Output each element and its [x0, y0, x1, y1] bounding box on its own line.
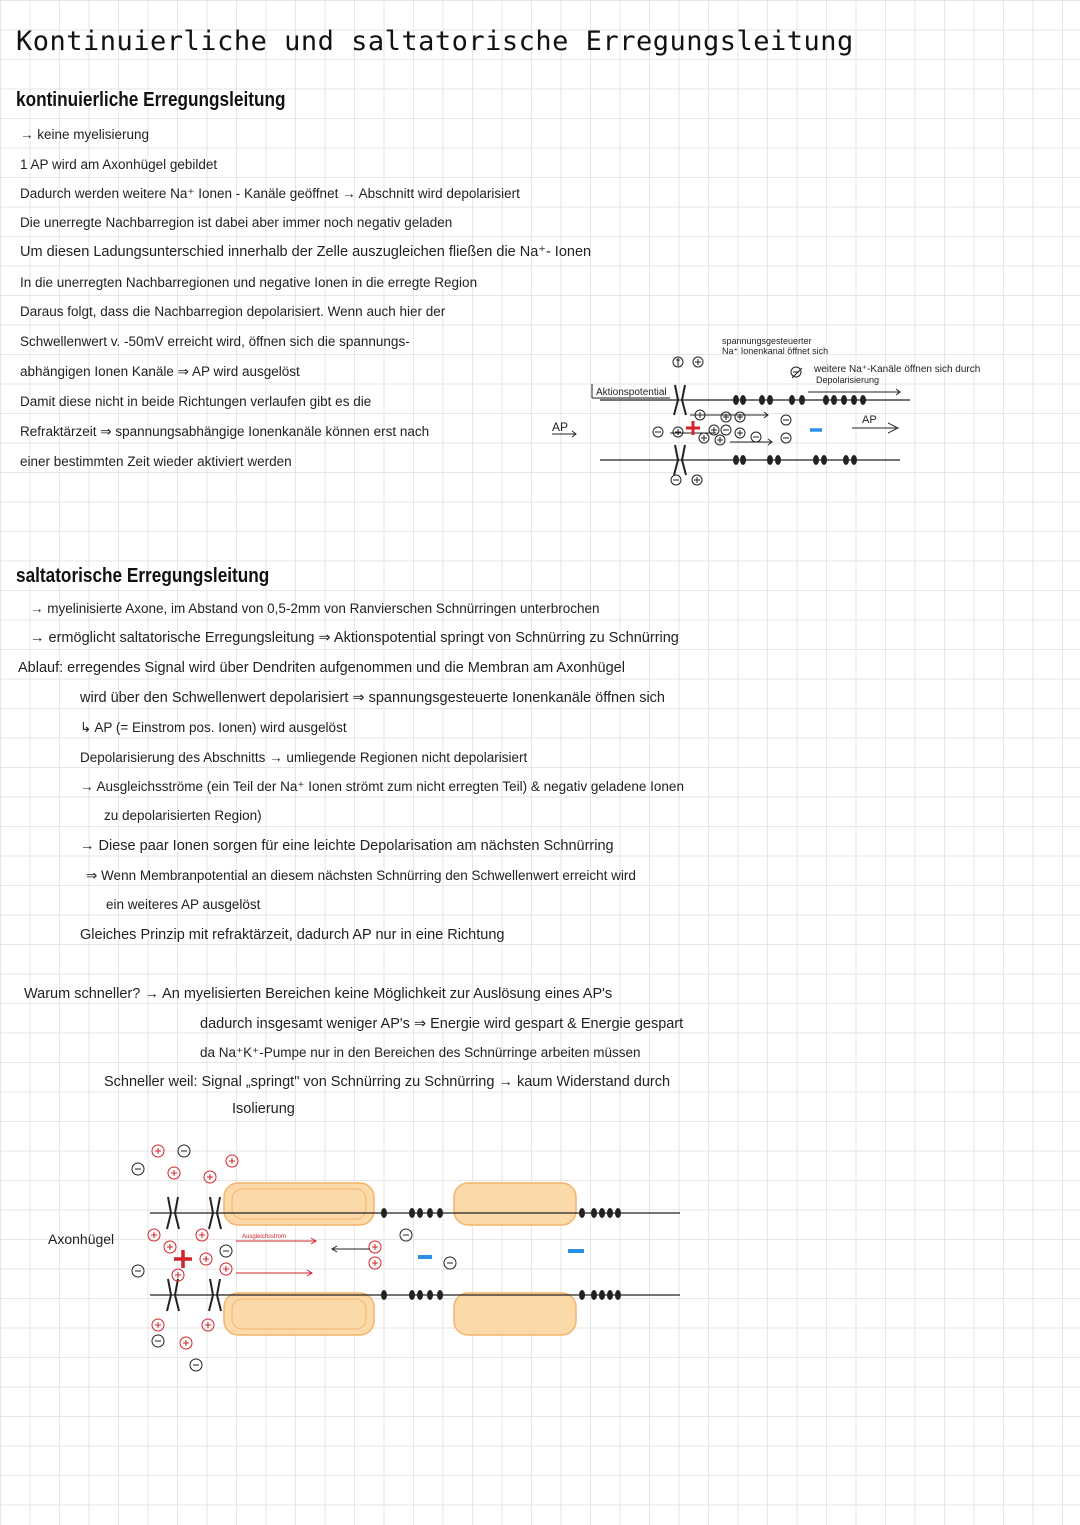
- text-line: wird über den Schwellenwert depolarisiert ⇒ spannungsgesteuerte Ionenkanäle öffnen sich: [80, 690, 665, 706]
- text-line: → Ausgleichsströme (ein Teil der Na⁺ Ionen strömt zum nicht erregten Teil) & negativ geladene Ionen: [80, 779, 684, 794]
- diagram-saltatorisch: [40, 1135, 700, 1385]
- diagram-kontinuierlich: [540, 330, 1040, 495]
- spannungsgesteuert-label: spannungsgesteuerter: [722, 336, 812, 346]
- text-line: → Diese paar Ionen sorgen für eine leichte Depolarisation am nächsten Schnürring: [80, 838, 614, 854]
- depolarisierung-label: Depolarisierung: [816, 375, 880, 385]
- axonhuegel-label: Axonhügel: [48, 1231, 115, 1247]
- text-line: Refraktärzeit ⇒ spannungsabhängige Ionenkanäle können erst nach: [20, 424, 430, 439]
- warum-line: Schneller weil: Signal „springt" von Schnürring zu Schnürring → kaum Widerstand durch: [104, 1074, 671, 1090]
- warum-line: Warum schneller? → An myelisierten Bereichen keine Möglichkeit zur Auslösung eines AP's: [24, 986, 613, 1002]
- text-line: → myelinisierte Axone, im Abstand von 0,5-2mm von Ranvierschen Schnürringen unterbrochen: [30, 601, 600, 616]
- text-line: In die unerregten Nachbarregionen und negative Ionen in die erregte Region: [20, 275, 478, 290]
- section-heading-kontinuierlich: kontinuierliche Erregungsleitung: [16, 89, 286, 111]
- plus-sign-red: [174, 1250, 192, 1268]
- text-line: Damit diese nicht in beide Richtungen verlaufen gibt es die: [20, 394, 372, 409]
- ap-label: AP: [552, 420, 569, 434]
- aktionspotential-label: Aktionspotential: [596, 387, 667, 398]
- text-line: Depolarisierung des Abschnitts → umliegende Regionen nicht depolarisiert: [80, 750, 528, 765]
- page-title: Kontinuierliche und saltatorische Erregungsleitung: [16, 26, 854, 57]
- text-line: ein weiteres AP ausgelöst: [106, 897, 261, 912]
- section-heading-saltatorisch: saltatorische Erregungsleitung: [16, 565, 270, 587]
- ausgleichsstrom-label: Ausgleichsstrom: [242, 1234, 287, 1240]
- text-line: Schwellenwert v. -50mV erreicht wird, öffnen sich die spannungs-: [20, 334, 410, 349]
- text-line: ↳ AP (= Einstrom pos. Ionen) wird ausgelöst: [80, 720, 347, 735]
- text-line: Dadurch werden weitere Na⁺ Ionen - Kanäle geöffnet → Abschnitt wird depolarisiert: [20, 186, 520, 201]
- weitere-kanaele-label: weitere Na⁺-Kanäle öffnen sich durch: [814, 364, 981, 375]
- spannungsgesteuert-label-2: Na⁺ Ionenkanal öffnet sich: [722, 346, 829, 356]
- text-line: einer bestimmten Zeit wieder aktiviert werden: [20, 454, 292, 469]
- warum-line: da Na⁺K⁺-Pumpe nur in den Bereichen des Schnürringe arbeiten müssen: [200, 1045, 641, 1060]
- text-line: → ermöglicht saltatorische Erregungsleitung ⇒ Aktionspotential springt von Schnürring zu Schnürring: [30, 630, 679, 646]
- text-line: abhängigen Ionen Kanäle ⇒ AP wird ausgelöst: [20, 364, 300, 379]
- text-line: Daraus folgt, dass die Nachbarregion depolarisiert. Wenn auch hier der: [20, 304, 446, 319]
- text-line: Ablauf: erregendes Signal wird über Dendriten aufgenommen und die Membran am Axonhügel: [18, 660, 625, 676]
- text-line: Gleiches Prinzip mit refraktärzeit, dadurch AP nur in eine Richtung: [80, 927, 505, 943]
- text-line: → keine myelisierung: [20, 127, 150, 142]
- ausgleichsstrom-arrows: [236, 1238, 316, 1276]
- text-line: Die unerregte Nachbarregion ist dabei aber immer noch negativ geladen: [20, 215, 453, 230]
- text-line: zu depolarisierten Region): [104, 808, 262, 823]
- text-line: 1 AP wird am Axonhügel gebildet: [20, 157, 218, 172]
- text-line: Um diesen Ladungsunterschied innerhalb der Zelle auszugleichen fließen die Na⁺- Ionen: [20, 244, 592, 260]
- warum-line: dadurch insgesamt weniger AP's ⇒ Energie wird gespart & Energie gespart: [200, 1016, 684, 1032]
- warum-line: Isolierung: [232, 1101, 295, 1117]
- myelin-sheaths: [224, 1183, 576, 1335]
- text-line: ⇒ Wenn Membranpotential an diesem nächsten Schnürring den Schwellenwert erreicht wird: [86, 868, 636, 883]
- ap-right-label: AP: [862, 414, 877, 426]
